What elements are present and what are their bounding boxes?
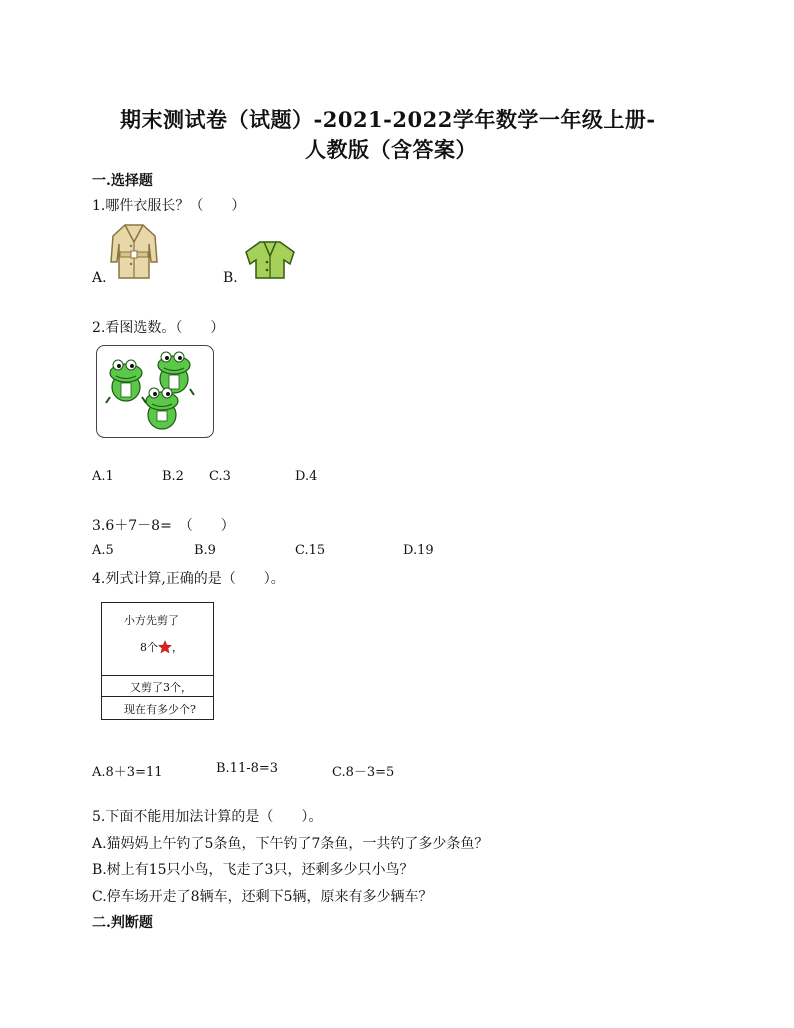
three-frogs-icon — [96, 345, 214, 438]
story-card-row2 — [102, 676, 213, 697]
question-4-story-card — [101, 602, 214, 720]
question-5-option-b[interactable]: B.树上有15只小鸟，飞走了3只，还剩多少只小鸟？ — [92, 862, 414, 878]
story-card-count: 8个 — [140, 641, 158, 654]
story-card-line2 — [140, 639, 183, 655]
question-4-option-a[interactable]: A.8＋3=11 — [92, 765, 163, 780]
question-3-option-a[interactable]: A.5 — [92, 543, 114, 558]
question-3-stem: 3.6＋7－8= （ ） — [92, 518, 235, 534]
section-heading-choice: 一.选择题 — [92, 173, 153, 189]
page-title-line2: 人教版（含答案） — [305, 137, 477, 162]
question-1-stem: 1.哪件衣服长？（ ） — [92, 198, 246, 214]
question-3-option-d[interactable]: D.19 — [403, 543, 434, 558]
question-2-stem: 2.看图选数。（ ） — [92, 320, 225, 336]
page-title-line1: 期末测试卷（试题）-2021-2022学年数学一年级上册- — [120, 107, 656, 132]
question-5-option-c[interactable]: C.停车场开走了8辆车，还剩下5辆，原来有多少辆车？ — [92, 889, 433, 905]
section-heading-judgement: 二.判断题 — [92, 915, 153, 931]
question-2-option-b[interactable]: B.2 — [162, 469, 184, 484]
red-star-icon — [158, 640, 172, 654]
question-1-option-a[interactable]: A. — [92, 270, 107, 286]
story-card-row3-text: 现在有多少个? — [124, 703, 196, 716]
story-card-line1: 小方先剪了 — [124, 614, 179, 627]
question-5-stem: 5.下面不能用加法计算的是（ ）。 — [92, 809, 323, 825]
story-card-top — [102, 603, 213, 676]
question-1-option-b[interactable]: B. — [223, 270, 238, 286]
story-card-row2-text: 又剪了3个， — [130, 681, 192, 694]
question-4-stem: 4.列式计算,正确的是（ ）。 — [92, 571, 285, 587]
question-2-option-d[interactable]: D.4 — [295, 469, 318, 484]
question-2-option-c[interactable]: C.3 — [209, 469, 231, 484]
question-3-option-b[interactable]: B.9 — [194, 543, 216, 558]
question-3-option-c[interactable]: C.15 — [295, 543, 326, 558]
story-card-row3 — [102, 697, 213, 719]
question-4-option-b[interactable]: B.11-8=3 — [216, 761, 279, 776]
question-5-option-a[interactable]: A.猫妈妈上午钓了5条鱼，下午钓了7条鱼，一共钓了多少条鱼？ — [92, 836, 489, 852]
question-4-option-c[interactable]: C.8－3=5 — [332, 765, 395, 780]
question-2-option-a[interactable]: A.1 — [92, 469, 114, 484]
story-card-comma: ， — [172, 641, 183, 654]
short-cardigan-icon — [244, 240, 296, 280]
long-coat-icon — [107, 222, 161, 280]
